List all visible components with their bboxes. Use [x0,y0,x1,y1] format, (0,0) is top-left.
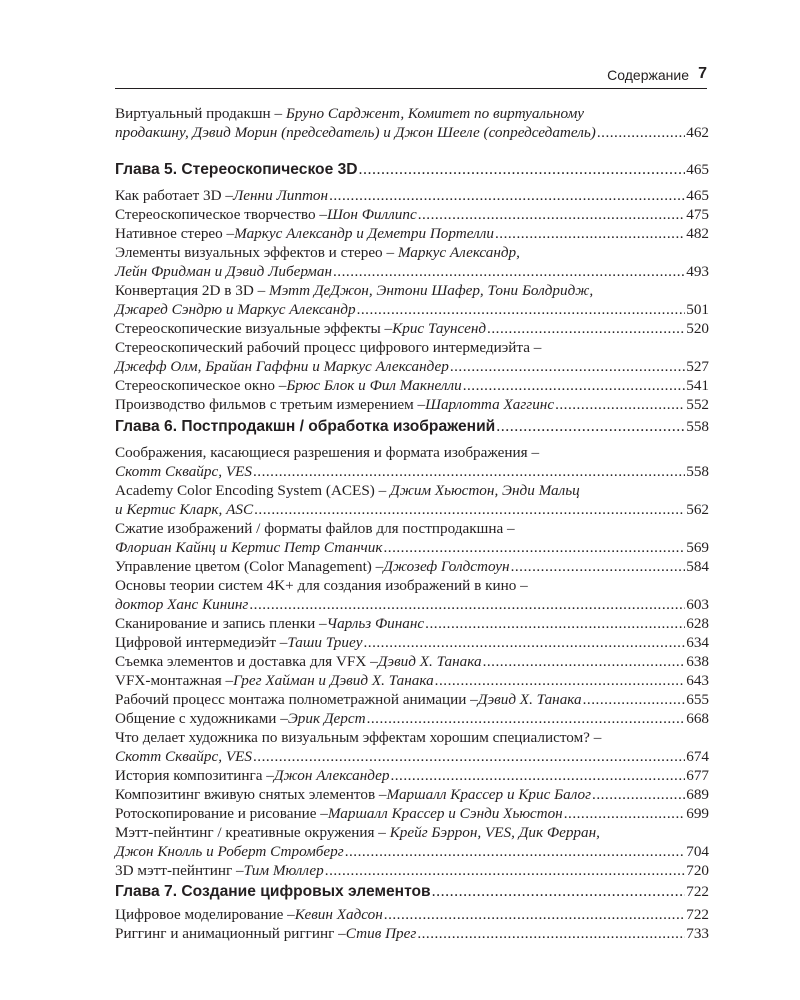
dot-leader [483,652,686,671]
dot-leader [417,924,685,943]
dot-leader [425,614,685,633]
entry-title: Стереоскопический рабочий процесс цифрового интермедиэйта – [115,339,542,356]
entry-authors: Флориан Кайнц и Кертис Петр Станчик [115,539,383,556]
entry-authors: Ленни Липтон [233,187,329,204]
entry-title: Рабочий процесс монтажа полнометражной анимации – [115,691,478,708]
toc-entry [115,576,709,614]
entry-authors: доктор Ханс Кининг [115,596,249,613]
entry-line [115,842,709,861]
entry-authors: Джим Хьюстон, Энди Мальц [390,482,580,499]
dot-leader [329,186,685,205]
entry-title: Основы теории систем 4K+ для создания изображений в кино – [115,577,528,594]
entry-title: 3D мэтт-пейнтинг – [115,862,244,879]
entry-title: Мэтт-пейнтинг / креативные окружения – [115,824,390,841]
entry-line [115,443,709,462]
entry-line [115,519,709,538]
page-header [115,64,707,88]
entry-title: Цифровой интермедиэйт – [115,634,288,651]
entry-authors: Скотт Сквайрс, VES [115,748,252,765]
page-ref: 655 [686,691,709,708]
entry-title: Что делает художника по визуальным эффектам хорошим специалистом? – [115,729,602,746]
toc-entry [115,557,709,576]
entry-line [115,766,709,785]
entry-line [115,243,709,262]
chapter-heading [115,883,709,903]
toc-entry [115,690,709,709]
toc-entry [115,104,709,142]
entry-authors: Шарлотта Хаггинс [425,396,555,413]
entry-line [115,557,709,576]
toc-entry [115,395,709,414]
dot-leader [496,418,685,436]
entry-line [115,500,709,519]
entry-title: Управление цветом (Color Management) – [115,558,384,575]
dot-leader [363,633,685,652]
entry-line [115,861,709,880]
chapter-title: Глава 6. Постпродакшн / обработка изображений [115,418,496,435]
entry-title: Съемка элементов и доставка для VFX – [115,653,378,670]
entry-line [115,823,709,842]
entry-title: Композитинг вживую снятых элементов – [115,786,387,803]
entry-line [115,462,709,481]
dot-leader [597,123,685,142]
chapter-title: Глава 5. Стереоскопическое 3D [115,161,358,178]
entry-line [115,123,709,142]
toc-entry [115,905,709,924]
entry-title: Ротоскопирование и рисование – [115,805,328,822]
entry-title: Сжатие изображений / форматы файлов для постпродакшна – [115,520,515,537]
entry-authors: Джефф Олм, Брайан Гаффни и Маркус Александер [115,358,449,375]
dot-leader [487,319,685,338]
page-ref: 493 [686,263,709,280]
entry-title: Как работает 3D – [115,187,233,204]
chapter-title: Глава 7. Создание цифровых элементов [115,883,431,900]
entry-title: История композитинга – [115,767,274,784]
dot-leader [333,262,685,281]
entry-authors: Маршалл Крассер и Сэнди Хьюстон [327,805,563,822]
entry-authors: и Кертис Кларк, ASC [115,501,254,518]
entry-line [115,300,709,319]
toc-entry [115,186,709,205]
toc-entry [115,224,709,243]
page-ref: 643 [686,672,709,689]
entry-authors: Стив Прег [345,925,417,942]
header-rule [115,88,707,89]
toc-entry [115,652,709,671]
entry-line [115,652,709,671]
entry-title: Сканирование и запись пленки – [115,615,327,632]
toc-entry [115,633,709,652]
entry-line [115,614,709,633]
dot-leader [495,224,685,243]
page-ref: 603 [686,596,709,613]
entry-authors: Скотт Сквайрс, VES [115,463,252,480]
toc-entry [115,804,709,823]
dot-leader [583,690,686,709]
entry-line [115,595,709,614]
entry-authors: Джон Александер [273,767,390,784]
entry-line [115,728,709,747]
page-ref: 558 [686,418,709,435]
entry-title: Стереоскопическое окно – [115,377,287,394]
dot-leader [325,861,685,880]
entry-authors: Джон Кнолль и Роберт Стромберг [115,843,344,860]
entry-title: Конвертация 2D в 3D – [115,282,269,299]
toc-entry [115,709,709,728]
dot-leader [592,785,685,804]
dot-leader [390,766,685,785]
toc-entry [115,481,709,519]
entry-line [115,671,709,690]
page-ref: 552 [686,396,709,413]
dot-leader [463,376,686,395]
entry-line [115,281,709,300]
entry-authors: Крейг Бэррон, VES, Дик Ферран, [389,824,600,841]
entry-authors: Таши Триеу [287,634,363,651]
entry-line [115,633,709,652]
entry-line [115,576,709,595]
page-ref: 482 [686,225,709,242]
toc-entry [115,319,709,338]
toc-entry [115,766,709,785]
entry-authors: Маршалл Крассер и Крис Балог [386,786,592,803]
dot-leader [450,357,685,376]
entry-title: Стереоскопические визуальные эффекты – [115,320,393,337]
entry-line [115,186,709,205]
page-ref: 527 [686,358,709,375]
chapter-heading [115,161,709,181]
page-ref: 569 [686,539,709,556]
dot-leader [249,595,685,614]
entry-title: Общение с художниками – [115,710,288,727]
entry-authors: Лейн Фридман и Дэвид Либерман [115,263,332,280]
dot-leader [367,709,686,728]
entry-authors: Эрик Дерст [287,710,366,727]
toc-entry [115,785,709,804]
page-ref: 462 [686,124,709,141]
entry-authors: Тим Мюллер [243,862,324,879]
dot-leader [384,905,685,924]
page-ref: 475 [686,206,709,223]
dot-leader [383,538,685,557]
toc-entry [115,823,709,861]
entry-line [115,319,709,338]
entry-authors: продакшну, Дэвид Морин (председатель) и Джон Шееле (сопредседатель) [115,124,596,141]
entry-title: Соображения, касающиеся разрешения и формата изображения – [115,444,540,461]
dot-leader [357,300,686,319]
entry-line [115,224,709,243]
entry-line [115,481,709,500]
running-head-section: Содержание [607,67,689,83]
toc-entry [115,443,709,481]
page-ref: 584 [686,558,709,575]
entry-line [115,905,709,924]
dot-leader [253,462,685,481]
page-ref: 465 [686,187,709,204]
page-ref: 677 [686,767,709,784]
page-number: 7 [698,65,707,82]
toc-entry [115,614,709,633]
page-ref: 722 [686,906,709,923]
entry-title: Нативное стерео – [115,225,235,242]
page-ref: 541 [686,377,709,394]
entry-line [115,262,709,281]
toc-entry [115,243,709,281]
dot-leader [418,205,686,224]
entry-authors: Маркус Александр, [397,244,520,261]
page-ref: 689 [686,786,709,803]
entry-authors: Чарльз Финанс [326,615,425,632]
entry-title: Элементы визуальных эффектов и стерео – [115,244,398,261]
dot-leader [435,671,686,690]
page-ref: 704 [686,843,709,860]
page-ref: 638 [686,653,709,670]
entry-line [115,709,709,728]
dot-leader [511,557,686,576]
entry-title: Стереоскопическое творчество – [115,206,327,223]
page-ref: 668 [686,710,709,727]
entry-authors: Джозеф Голдстоун [383,558,510,575]
toc-entry [115,376,709,395]
toc-entry [115,281,709,319]
entry-authors: Крис Таунсенд [392,320,487,337]
entry-title: Academy Color Encoding System (ACES) – [115,482,391,499]
entry-authors: Грег Хайман и Дэвид Х. Танака [233,672,434,689]
toc-entry [115,924,709,943]
entry-title: Риггинг и анимационный риггинг – [115,925,346,942]
toc-entry [115,205,709,224]
entry-line [115,538,709,557]
toc-entry [115,728,709,766]
toc-entry [115,338,709,376]
entry-title: Производство фильмов с третьим измерением – [115,396,426,413]
entry-authors: Дэвид Х. Танака [377,653,482,670]
page-ref: 558 [686,463,709,480]
page-ref: 634 [686,634,709,651]
page-ref: 501 [686,301,709,318]
entry-authors: Мэтт ДеДжон, Энтони Шафер, Тони Болдридж, [269,282,594,299]
entry-authors: Кевин Хадсон [294,906,383,923]
entry-line [115,690,709,709]
dot-leader [432,883,686,901]
page-ref: 674 [686,748,709,765]
entry-line [115,747,709,766]
entry-line [115,924,709,943]
page-ref: 465 [686,161,709,178]
page-ref: 720 [686,862,709,879]
toc-entry [115,671,709,690]
dot-leader [555,395,685,414]
entry-title: VFX-монтажная – [115,672,234,689]
chapter-heading [115,418,709,438]
entry-line [115,804,709,823]
entry-line [115,338,709,357]
entry-line [115,376,709,395]
page-ref: 699 [686,805,709,822]
entry-line [115,785,709,804]
page-ref: 628 [686,615,709,632]
dot-leader [254,500,685,519]
entry-line [115,104,709,123]
dot-leader [359,161,686,179]
toc-entry [115,519,709,557]
entry-title: Виртуальный продакшн – [115,105,286,122]
page-ref: 733 [686,925,709,942]
entry-line [115,205,709,224]
entry-authors: Маркус Александр и Деметри Портелли [234,225,494,242]
entry-authors: Шон Филлипс [326,206,417,223]
page-ref: 722 [686,883,709,900]
entry-authors: Дэвид Х. Танака [477,691,582,708]
dot-leader [253,747,685,766]
page-ref: 562 [686,501,709,518]
page-ref: 520 [686,320,709,337]
dot-leader [345,842,686,861]
entry-line [115,357,709,376]
entry-authors: Бруно Сарджент, Комитет по виртуальному [285,105,585,122]
entry-line [115,395,709,414]
entry-title: Цифровое моделирование – [115,906,295,923]
entry-authors: Джаред Сэндрю и Маркус Александр [115,301,356,318]
dot-leader [564,804,686,823]
toc-entry [115,861,709,880]
entry-authors: Брюс Блок и Фил Макнелли [286,377,462,394]
